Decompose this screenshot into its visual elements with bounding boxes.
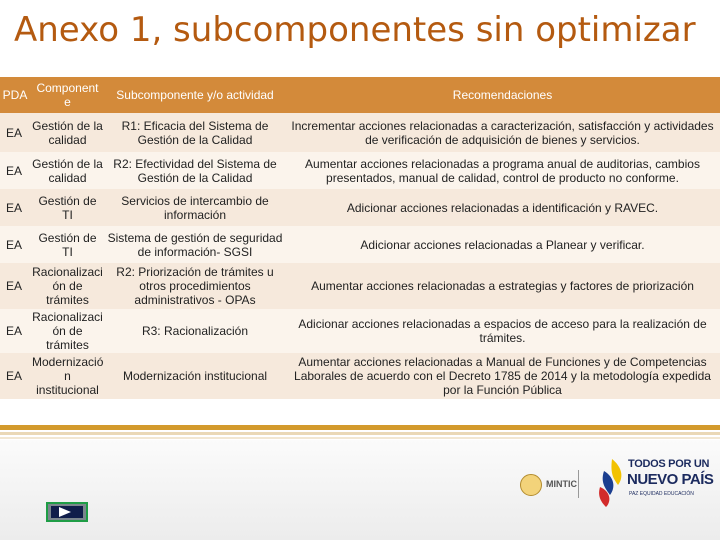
table-row	[0, 353, 720, 399]
cell-subcomponent: R2: Priorización de trámites u otros procedimientos administrativos - OPAs	[105, 263, 285, 309]
decorative-stripe-light	[0, 432, 720, 435]
table-row	[0, 189, 720, 226]
cell-subcomponent: Sistema de gestión de seguridad de información- SGSI	[105, 226, 285, 263]
cell-pda: EA	[0, 189, 30, 226]
cell-recommendation: Adicionar acciones relacionadas a espacios de acceso para la realización de trámites.	[285, 309, 720, 353]
header-subcomponent: Subcomponente y/o actividad	[105, 77, 285, 113]
play-icon	[59, 507, 71, 517]
play-button[interactable]	[46, 502, 88, 522]
table-row	[0, 152, 720, 189]
cell-component: Gestión de TI	[30, 189, 105, 226]
coat-of-arms-icon	[520, 474, 542, 496]
mintic-logo	[520, 470, 578, 498]
cell-subcomponent: Servicios de intercambio de información	[105, 189, 285, 226]
subcomponents-table-wrapper	[0, 77, 720, 399]
cell-recommendation: Aumentar acciones relacionadas a estrategias y factores de priorización	[285, 263, 720, 309]
cell-pda: EA	[0, 226, 30, 263]
header-pda: PDA	[0, 77, 30, 113]
cell-recommendation: Adicionar acciones relacionadas a identificación y RAVEC.	[285, 189, 720, 226]
cell-subcomponent: R3: Racionalización	[105, 309, 285, 353]
cell-pda: EA	[0, 113, 30, 152]
cell-component: Racionalizaci ón de trámites	[30, 309, 105, 353]
brand-line-2: NUEVO PAÍS	[627, 471, 714, 488]
header-recommendations: Recomendaciones	[285, 77, 720, 113]
cell-pda: EA	[0, 152, 30, 189]
cell-component: Gestión de la calidad	[30, 152, 105, 189]
logo-divider	[578, 470, 579, 498]
table-row	[0, 113, 720, 152]
header-component: Component e	[30, 77, 105, 113]
cell-component: Gestión de TI	[30, 226, 105, 263]
mintic-label: MINTIC	[546, 479, 577, 489]
cell-recommendation: Aumentar acciones relacionadas a programa anual de auditorias, cambios presentados, manual de calidad, control de producto no conforme.	[285, 152, 720, 189]
cell-pda: EA	[0, 353, 30, 399]
slide-title: Anexo 1, subcomponentes sin optimizar	[14, 10, 696, 50]
cell-component: Modernizació n institucional	[32, 355, 104, 397]
brand-line-1: TODOS POR UN	[628, 458, 710, 470]
cell-component: Gestión de la calidad	[30, 113, 105, 152]
brand-line-3: PAZ EQUIDAD EDUCACIÓN	[629, 491, 694, 497]
subcomponents-table	[0, 77, 720, 399]
cell-recommendation: Incrementar acciones relacionadas a caracterización, satisfacción y actividades de verificación de adquisición de bienes y servicios.	[285, 113, 720, 152]
cell-recommendation: Adicionar acciones relacionadas a Planear y verificar.	[285, 226, 720, 263]
table-header-row	[0, 77, 720, 113]
cell-component: Racionalizaci ón de trámites	[30, 263, 105, 309]
cell-pda: EA	[0, 263, 30, 309]
decorative-stripe-faint	[0, 437, 720, 439]
table-row	[0, 226, 720, 263]
table-row	[0, 263, 720, 309]
cell-subcomponent: R1: Eficacia del Sistema de Gestión de la Calidad	[105, 113, 285, 152]
decorative-stripe-gold	[0, 425, 720, 430]
colombia-flame-icon	[596, 457, 626, 509]
cell-subcomponent: Modernización institucional	[105, 353, 285, 399]
cell-subcomponent: R2: Efectividad del Sistema de Gestión de la Calidad	[105, 152, 285, 189]
cell-recommendation: Aumentar acciones relacionadas a Manual de Funciones y de Competencias Laborales de acuerdo con el Decreto 1785 de 2014 y la metodología expedida por la Función Pública	[285, 353, 720, 399]
table-row	[0, 309, 720, 353]
cell-pda: EA	[0, 309, 30, 353]
todos-por-un-nuevo-pais-logo	[596, 455, 714, 511]
